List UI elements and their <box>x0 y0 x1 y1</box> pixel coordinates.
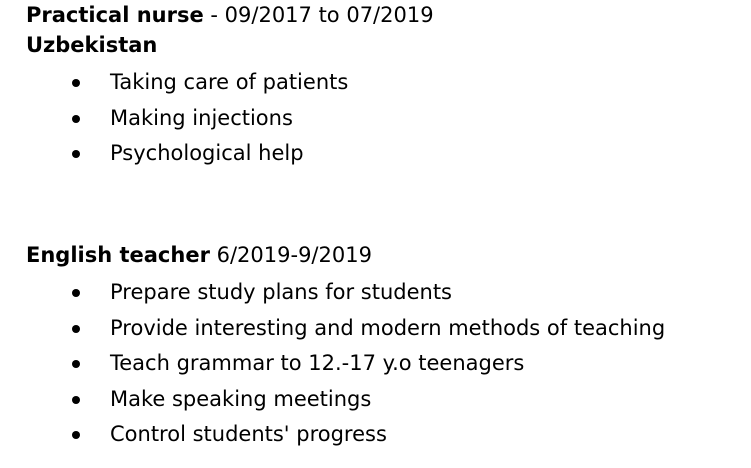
duty-text: Taking care of patients <box>110 70 349 94</box>
duty-text: Control students' progress <box>110 422 387 446</box>
duty-item <box>26 65 434 101</box>
job-title: Practical nurse <box>26 3 204 27</box>
bullet-icon <box>72 150 80 158</box>
duty-text: Teach grammar to 12.-17 y.o teenagers <box>110 351 525 375</box>
bullet-icon <box>72 396 80 404</box>
duty-text: Make speaking meetings <box>110 386 372 411</box>
duty-item <box>26 275 665 311</box>
duty-text: Prepare study plans for students <box>110 280 452 304</box>
job-entry-practical-nurse <box>26 0 434 172</box>
job-title: English teacher <box>26 243 210 267</box>
bullet-icon <box>72 360 80 368</box>
job-header <box>26 240 665 270</box>
bullet-icon <box>72 289 80 297</box>
duty-item <box>26 382 665 418</box>
duty-text: Provide interesting and modern methods of teaching <box>110 315 666 340</box>
duties-list <box>26 275 665 453</box>
job-dates: 6/2019-9/2019 <box>209 243 372 267</box>
job-entry-english-teacher <box>26 240 665 453</box>
bullet-icon <box>72 431 80 439</box>
duty-item <box>26 136 434 172</box>
duty-text: Psychological help <box>110 141 304 165</box>
job-header <box>26 0 434 30</box>
bullet-icon <box>72 115 80 123</box>
bullet-icon <box>72 325 80 333</box>
duty-item <box>26 417 665 453</box>
duty-item <box>26 311 665 347</box>
duties-list <box>26 65 434 172</box>
duty-text: Making injections <box>110 105 293 130</box>
duty-item <box>26 101 434 137</box>
job-dates: - 09/2017 to 07/2019 <box>203 3 434 27</box>
duty-item <box>26 346 665 382</box>
bullet-icon <box>72 79 80 87</box>
job-location: Uzbekistan <box>26 33 158 57</box>
